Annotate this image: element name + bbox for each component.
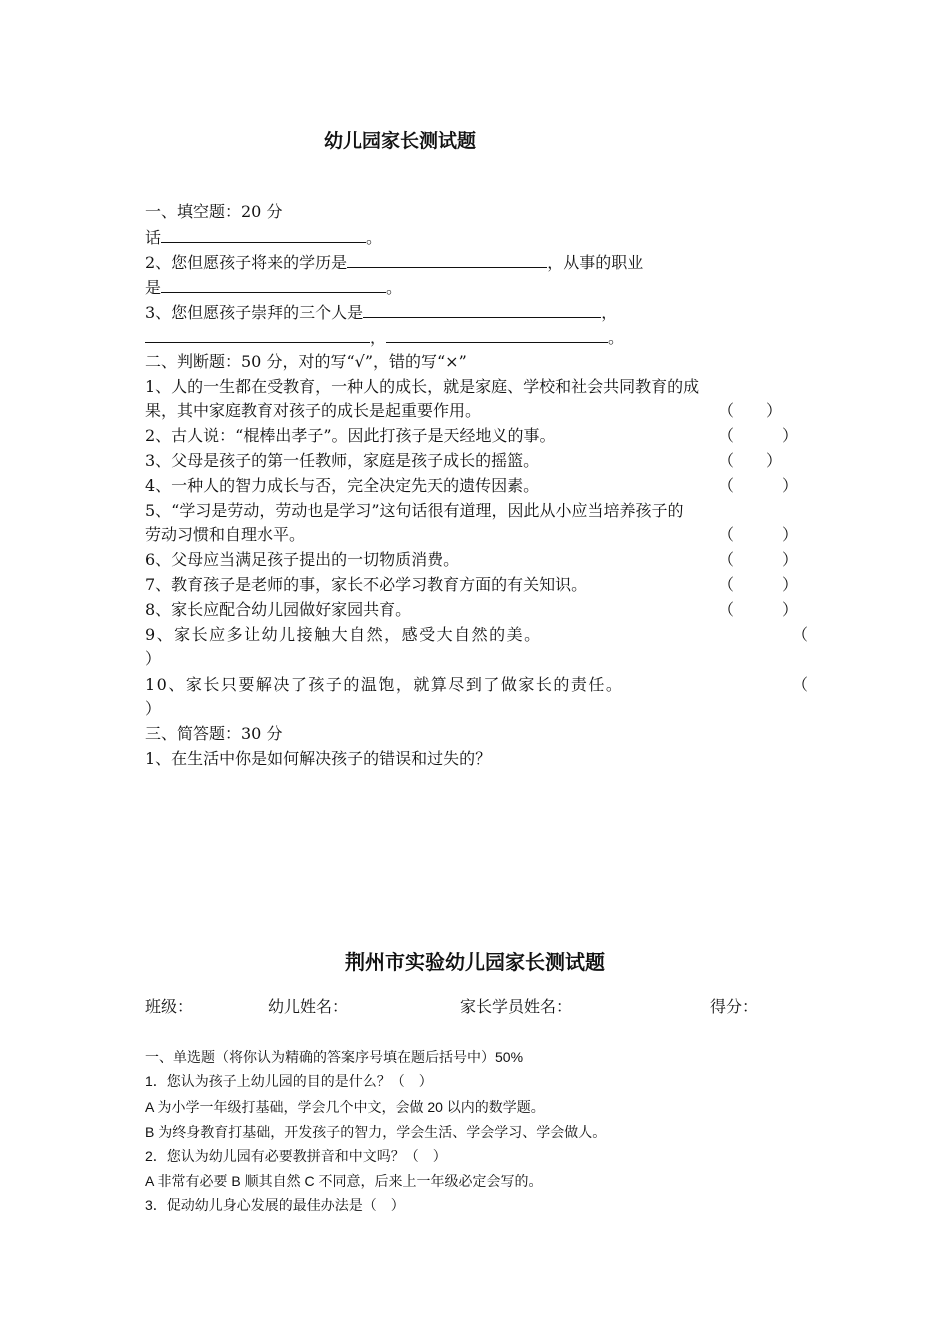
fill-line-1-suffix: 。	[366, 228, 383, 247]
judge-q1-line1: 1、人的一生都在受教育，一种人的成长，就是家庭、学校和社会共同教育的成	[145, 377, 700, 396]
fill-q2-cont-suffix: 。	[386, 278, 403, 297]
judge-q3-answer[interactable]: （ ）	[718, 451, 783, 470]
choice-q1-option-b: B 为终身教育打基础，开发孩子的智力，学会生活、学会学习、学会做人。	[145, 1124, 607, 1140]
fill-question-3-cont	[145, 326, 810, 349]
fill-section-heading: 一、填空题：20 分	[145, 202, 283, 221]
fill-blank-occupation[interactable]	[161, 276, 386, 293]
fill-blank-1[interactable]	[161, 226, 366, 243]
judge-q7: 7、教育孩子是老师的事，家长不必学习教育方面的有关知识。	[145, 575, 588, 594]
judge-q1-line2: 果，其中家庭教育对孩子的成长是起重要作用。	[145, 401, 482, 420]
judge-q2-answer[interactable]: （ ）	[718, 426, 799, 445]
fill-blank-person-1[interactable]	[363, 301, 601, 318]
judge-q8-answer[interactable]: （ ）	[718, 600, 799, 619]
judge-q4: 4、一种人的智力成长与否，完全决定先天的遗传因素。	[145, 476, 540, 495]
fill-line-1	[145, 226, 810, 249]
fill-line-1-prefix: 话	[145, 228, 162, 247]
fill-blank-education[interactable]	[347, 251, 547, 268]
judge-q9-paren-open[interactable]: （	[792, 625, 809, 644]
child-name-label: 幼儿姓名：	[268, 999, 349, 1016]
judge-section-heading: 二、判断题：50 分，对的写“√”，错的写“×”	[145, 352, 467, 371]
judge-q5-line1: 5、“学习是劳动，劳动也是学习”这句话很有道理，因此从小应当培养孩子的	[145, 501, 684, 520]
fill-blank-person-2[interactable]	[145, 326, 370, 343]
fill-q2-text: 2、您但愿孩子将来的学历是	[145, 253, 348, 272]
test1-title: 幼儿园家长测试题	[323, 130, 476, 152]
choice-q1: 1．您认为孩子上幼儿园的目的是什么？（ ）	[145, 1073, 433, 1089]
judge-q4-answer[interactable]: （ ）	[718, 476, 799, 495]
judge-q10-paren-close: ）	[145, 699, 162, 718]
judge-q9-paren-close: ）	[145, 649, 162, 668]
judge-q3: 3、父母是孩子的第一任教师，家庭是孩子成长的摇篮。	[145, 451, 540, 470]
choice-q1-option-a: A 为小学一年级打基础，学会几个中文，会做 20 以内的数学题。	[145, 1099, 545, 1115]
judge-q6: 6、父母应当满足孩子提出的一切物质消费。	[145, 550, 460, 569]
class-label: 班级：	[145, 999, 194, 1016]
test2-title: 荆州市实验幼儿园家长测试题	[345, 950, 605, 974]
fill-q2-cont-prefix: 是	[145, 278, 162, 297]
fill-q3-comma: ，	[601, 303, 618, 322]
choice-q2: 2．您认为幼儿园有必要教拼音和中文吗？（ ）	[145, 1148, 447, 1164]
judge-q10-paren-open[interactable]: （	[792, 675, 809, 694]
judge-q7-answer[interactable]: （ ）	[718, 575, 799, 594]
single-choice-section-heading: 一、单选题（将你认为精确的答案序号填在题后括号中）50%	[145, 1049, 524, 1065]
short-answer-section-heading: 三、简答题：30 分	[145, 724, 283, 743]
fill-q3-end: 。	[608, 328, 625, 347]
judge-q5-line2: 劳动习惯和自理水平。	[145, 525, 306, 544]
parent-name-label: 家长学员姓名：	[460, 999, 573, 1016]
fill-question-2	[145, 251, 810, 274]
choice-q3: 3．促动幼儿身心发展的最佳办法是（ ）	[145, 1197, 405, 1213]
fill-blank-person-3[interactable]	[386, 326, 608, 343]
choice-q2-options: A 非常有必要 B 顺其自然 C 不同意，后来上一年级必定会写的。	[145, 1173, 543, 1189]
score-label: 得分：	[710, 999, 759, 1016]
fill-q3-text: 3、您但愿孩子崇拜的三个人是	[145, 303, 364, 322]
judge-q10: 10、家长只要解决了孩子的温饱，就算尽到了做家长的责任。	[145, 675, 624, 694]
judge-q5-answer[interactable]: （ ）	[718, 525, 799, 544]
fill-q3-comma2: ，	[370, 328, 387, 347]
short-answer-q1: 1、在生活中你是如何解决孩子的错误和过失的？	[145, 749, 492, 768]
judge-q8: 8、家长应配合幼儿园做好家园共育。	[145, 600, 412, 619]
fill-question-2-cont	[145, 276, 810, 299]
judge-q9: 9、家长应多让幼儿接触大自然，感受大自然的美。	[145, 625, 542, 644]
fill-q2-mid: ，从事的职业	[547, 253, 644, 272]
judge-q6-answer[interactable]: （ ）	[718, 550, 799, 569]
judge-q1-answer[interactable]: （ ）	[718, 401, 783, 420]
fill-question-3	[145, 301, 810, 324]
judge-q2: 2、古人说：“棍棒出孝子”。因此打孩子是天经地义的事。	[145, 426, 556, 445]
